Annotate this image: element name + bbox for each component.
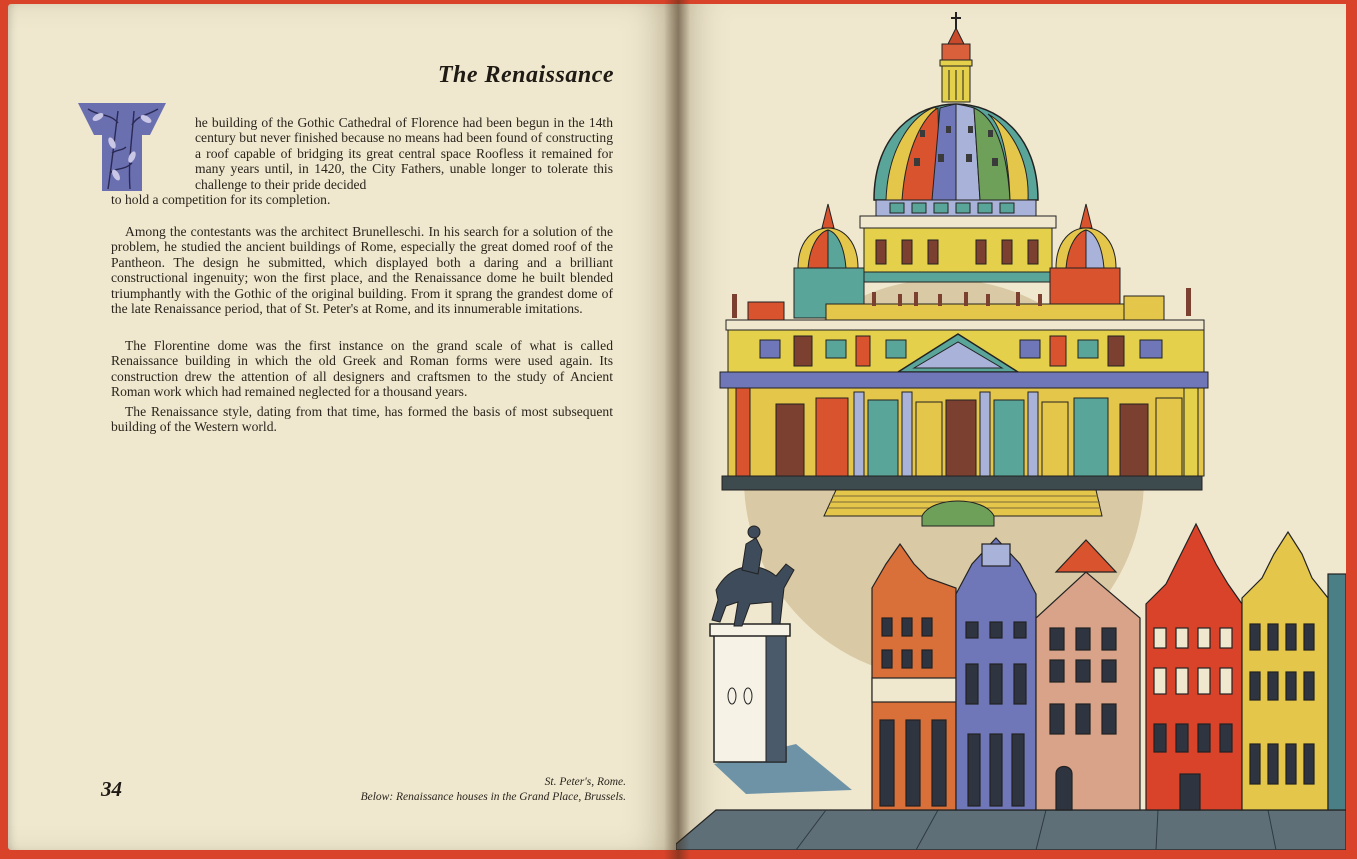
paragraph-4: The Renaissance style, dating from that time, has formed the basis of most subsequent building of the Western world.	[111, 404, 613, 435]
paragraph-3: The Florentine dome was the first instance on the grand scale of what is called Renaissance building in which the old Greek and Roman forms were used again. Its construction drew the attention of all designers and craftsmen to the study of Ancient Roman work which had remained neglected for a thousand years.	[111, 338, 613, 400]
caption-line-2: Below: Renaissance houses in the Grand Place, Brussels.	[360, 791, 626, 803]
paragraph-2: Among the contestants was the architect Brunelleschi. In his search for a solution of the problem, he studied the ancient buildings of Rome, especially the great domed roof of the Pantheon. The design he submitted, which displayed both a daring and a brilliant constructional ingenuity; won the first place, and the Renaissance dome he built blended triumphantly with the Gothic of the original building. From it sprang the grandest dome of the late Renaissance period, that of St. Peter's at Rome, and its innumerable imitations.	[111, 224, 613, 317]
paragraph-1-rest: to hold a competition for its completion.	[111, 192, 331, 207]
caption-line-1: St. Peter's, Rome.	[544, 776, 626, 788]
paragraph-1-first: he building of the Gothic Cathedral of Florence had been begun in the 14th century but never finished because no means had been found of constructing a roof capable of bridging its great central space Roofless it remained for many years until, in 1420, the City Fathers, unable longer to tolerate this challenge to their pride decided	[195, 115, 613, 192]
page-title: The Renaissance	[437, 62, 614, 88]
left-page	[8, 4, 676, 850]
st-peters-basilica	[720, 12, 1208, 526]
page-number: 34	[101, 777, 122, 801]
architecture-illustration	[676, 4, 1346, 850]
dropcap-illustration	[78, 103, 166, 191]
right-page	[676, 4, 1346, 850]
figure-caption	[266, 775, 626, 805]
dropcap-letter: T	[118, 165, 126, 176]
